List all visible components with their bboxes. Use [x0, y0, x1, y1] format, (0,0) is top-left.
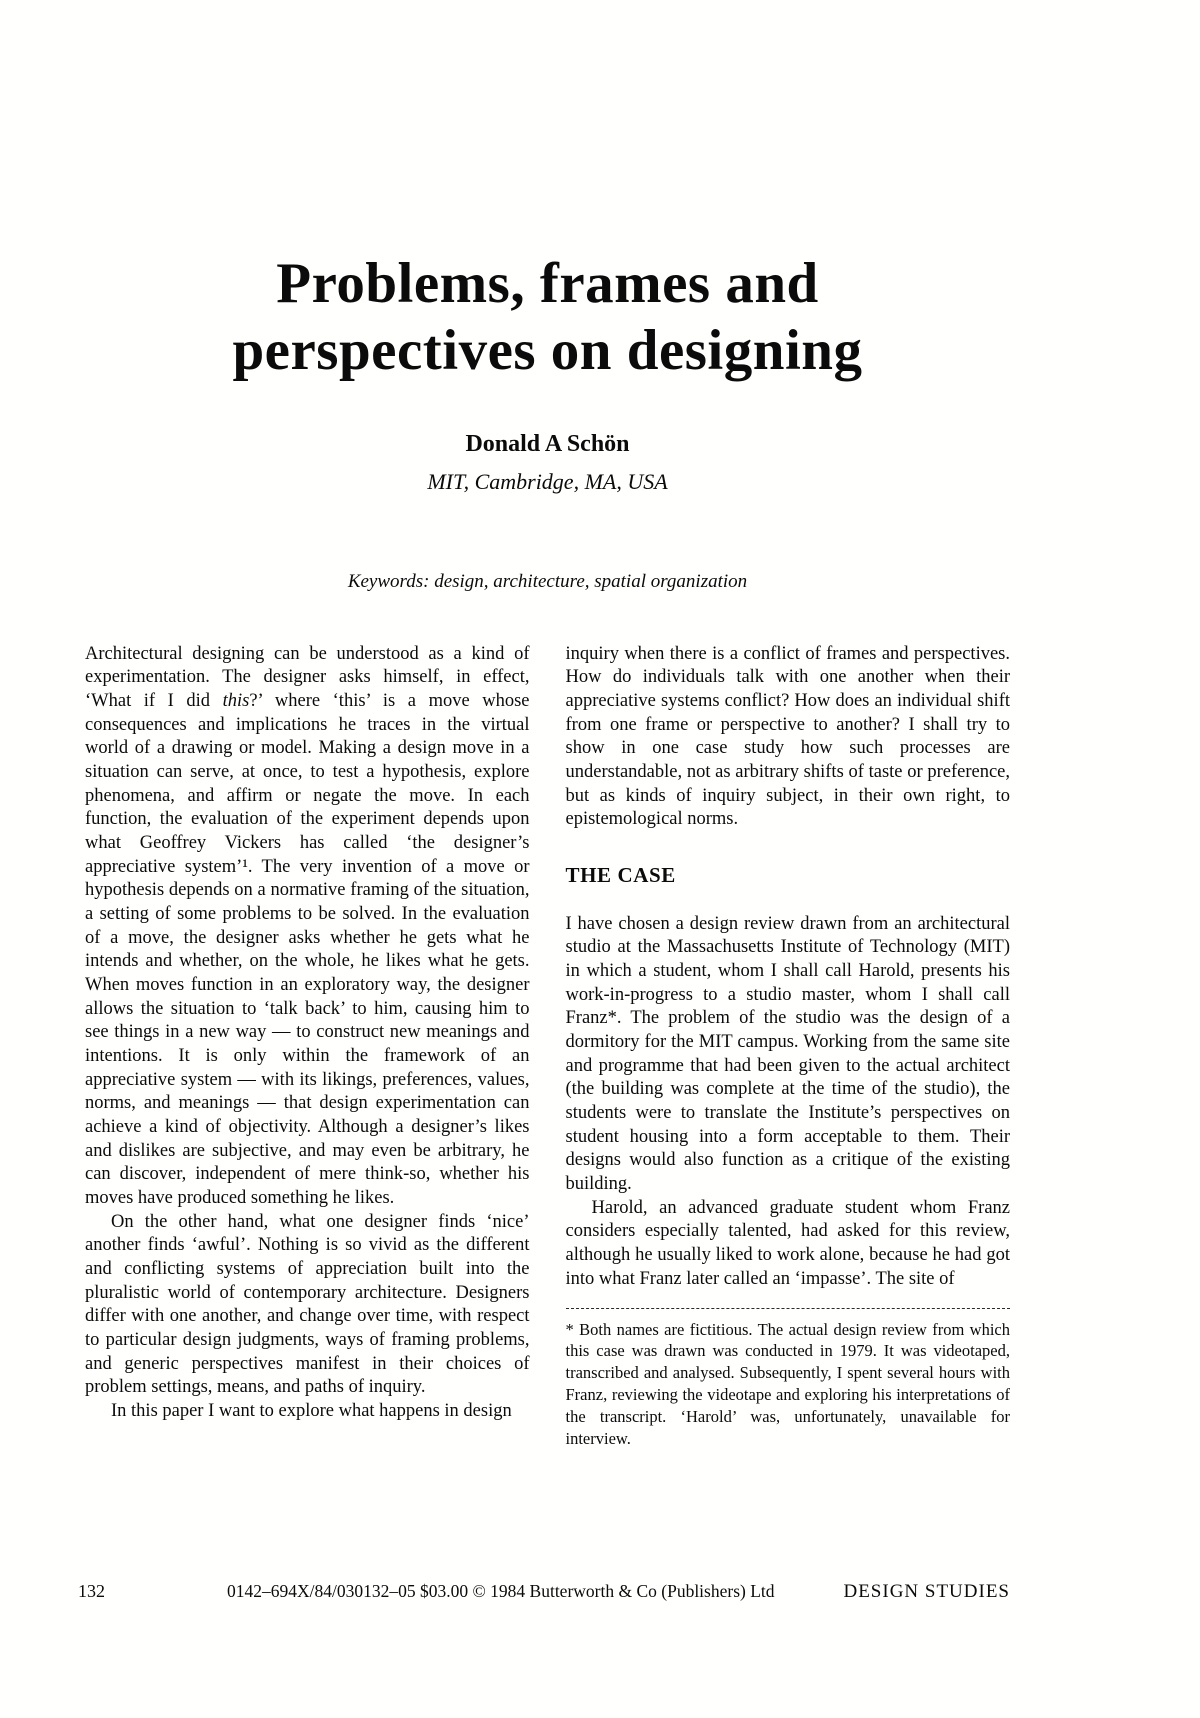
- right-column: [566, 643, 1011, 1451]
- paragraph-text-segment: ?’ where ‘this’ is a move whose consequences and implications he traces in the virtual world of a drawing or model. Making a design move in a situation can serve, at once, to test a hypothesis, explore phenomena, and affirm or negate the move. In each function, the evaluation of the experiment depends upon what Geoffrey Vickers has called ‘the designer’s appreciative system’¹. The very invention of a move or hypothesis depends on a normative framing of the situation, a setting of some problems to be solved. In the evaluation of a move, the designer asks whether he gets what he intends and whether, on the whole, he likes what he gets. When moves function in an exploratory way, the designer allows the situation to ‘talk back’ to him, causing him to see things in a new way — to construct new meanings and intentions. It is only within the framework of an appreciative system — with its likings, preferences, values, norms, and meanings — that design experimentation can achieve a kind of objectivity. Although a designer’s likes and dislikes are subjective, and may even be arbitrary, he can discover, independent of mere think-so, whether his moves have produced something he likes.: [85, 690, 530, 1208]
- two-column-body: [85, 643, 1010, 1451]
- paragraph-appreciation-systems: On the other hand, what one designer finds ‘nice’ another finds ‘awful’. Nothing is so vivid as the different and conflicting systems of appreciation built into the pluralistic world of contemporary architecture. Designers differ with one another, and change over time, with respect to particular design judgments, ways of framing problems, and generic perspectives manifest in their choices of problem settings, means, and paths of inquiry.: [85, 1211, 530, 1398]
- footnote-fictitious-names: * Both names are fictitious. The actual design review from which this case was drawn was conducted in 1979. It was videotaped, transcribed and analysed. Subsequently, I spent several hours with Franz, reviewing the videotape and exploring his interpretations of the transcript. ‘Harold’ was, unfortunately, unavailable for interview.: [566, 1308, 1011, 1451]
- paragraph-design-review: I have chosen a design review drawn from an architectural studio at the Massachusetts Institute of Technology (MIT) in which a student, whom I shall call Harold, presents his work-in-progress to a studio master, whom I shall call Franz*. The problem of the studio was the design of a dormitory for the MIT campus. Working from the same site and programme that had been given to the actual architect (the building was complete at the time of the studio), the students were to translate the Institute’s perspectives on student housing into a form acceptable to them. Their designs would also function as a critique of the existing building.: [565, 913, 1010, 1195]
- journal-name: DESIGN STUDIES: [843, 1581, 1010, 1602]
- paragraph-experimentation: [85, 643, 530, 1211]
- paragraph-harold-impasse: Harold, an advanced graduate student whom Franz considers especially talented, had asked for this review, although he usually liked to work alone, because he had got into what Franz later called an ‘impasse’. The site of: [565, 1197, 1010, 1289]
- copyright-imprint: 0142–694X/84/030132–05 $03.00 © 1984 Butterworth & Co (Publishers) Ltd: [227, 1581, 775, 1601]
- paragraph-inquiry-conflict: inquiry when there is a conflict of frames and perspectives. How do individuals talk with one another when their appreciative systems conflict? How does an individual shift from one frame or perspective to another? I shall try to show in one case study how such processes are understandable, not as arbitrary shifts of taste or preference, but as kinds of inquiry subject, in their own right, to epistemological norms.: [565, 643, 1010, 830]
- page-footer: [78, 1581, 1010, 1603]
- paragraph-text-segment: Architectural designing can be understood as a kind of experimentation. The designer asks himself, in effect, ‘What if I did: [85, 643, 530, 711]
- author-name: Donald A Schön: [465, 430, 630, 457]
- section-heading-the-case: THE CASE: [565, 862, 676, 887]
- author-affiliation: MIT, Cambridge, MA, USA: [427, 468, 668, 494]
- page-title: Problems, frames and perspectives on designing: [232, 252, 863, 383]
- page-number: 132: [78, 1581, 105, 1601]
- keywords-line: Keywords: design, architecture, spatial organization: [347, 570, 748, 592]
- italic-word-this: this: [222, 690, 250, 711]
- paragraph-paper-intro: In this paper I want to explore what happens in design: [111, 1401, 512, 1421]
- left-column: [85, 643, 530, 1451]
- page-content: [0, 250, 1200, 1450]
